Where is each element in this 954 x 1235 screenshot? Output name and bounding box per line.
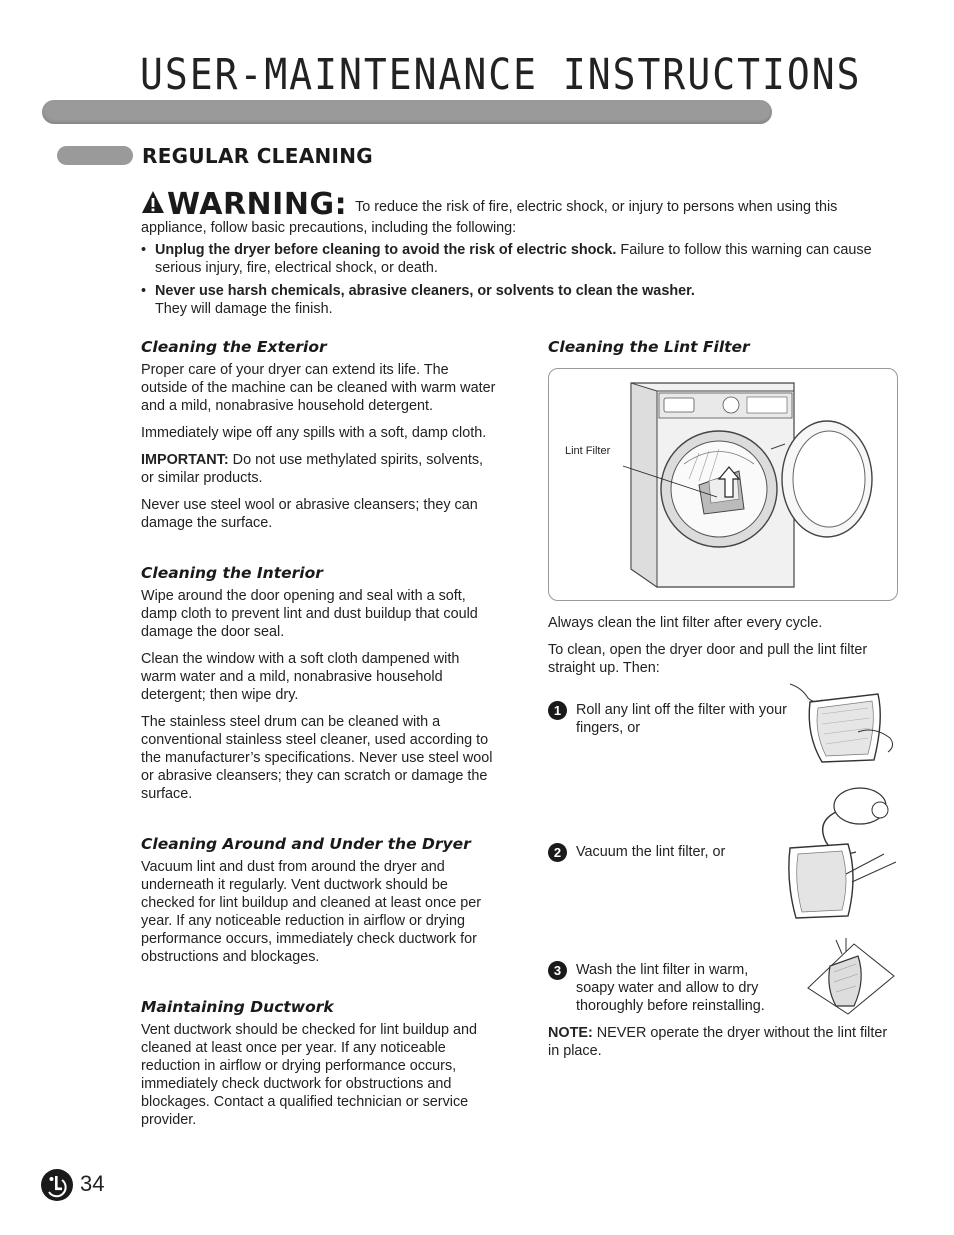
lint-heading: Cleaning the Lint Filter — [548, 338, 750, 356]
exterior-heading: Cleaning the Exterior — [141, 338, 327, 356]
interior-paragraph: The stainless steel drum can be cleaned with a conventional stainless steel cleaner, used according to the manufacturer’s specifications. Never use steel wool or abrasive cleansers; they can scratch or damage the surface. — [141, 714, 493, 802]
ductwork-heading: Maintaining Ductwork — [141, 998, 334, 1016]
page-title: USER-MAINTENANCE INSTRUCTIONS — [140, 50, 862, 100]
interior-paragraph: Clean the window with a soft cloth dampened with warm water and a mild, nonabrasive household detergent; then wipe dry. — [141, 651, 460, 703]
note-text: NEVER operate the dryer without the lint filter in place. — [548, 1025, 888, 1059]
warning-intro-line — [141, 187, 893, 237]
warning-bullet-bold: Unplug the dryer before cleaning to avoid the risk of electric shock. — [155, 242, 617, 258]
exterior-paragraph: Proper care of your dryer can extend its life. The outside of the machine can be cleaned with warm water and a mild, nonabrasive household detergent. — [141, 362, 496, 414]
lint-filter-label: Lint Filter — [565, 445, 611, 457]
important-text: Do not use methylated spirits, solvents, or similar products. — [141, 452, 484, 486]
step-number-badge: 3 — [548, 961, 567, 980]
exterior-paragraph: Immediately wipe off any spills with a soft, damp cloth. — [141, 425, 487, 441]
warning-bullet — [141, 282, 893, 318]
ductwork-paragraph: Vent ductwork should be checked for lint buildup and cleaned at least once per year. If any noticeable reduction in airflow or drying performance occurs, immediately check ductwork for obstructions and blockages. Contact a qualified technician or service provider. — [141, 1022, 478, 1128]
lint-step-2 — [548, 843, 788, 861]
warning-bullet-text: They will damage the finish. — [155, 301, 333, 317]
interior-heading: Cleaning the Interior — [141, 564, 323, 582]
warning-label: WARNING: — [167, 187, 348, 222]
title-bar-divider — [42, 100, 772, 124]
lint-step-3 — [548, 961, 788, 1015]
warning-block — [141, 187, 893, 323]
roll-lint-illustration — [788, 680, 898, 768]
dryer-figure — [548, 368, 898, 601]
warning-bullet-bold: Never use harsh chemicals, abrasive cleaners, or solvents to clean the washer. — [155, 283, 695, 299]
around-heading: Cleaning Around and Under the Dryer — [141, 835, 471, 853]
warning-bullet-text: Failure to follow this warning can cause serious injury, fire, electrical shock, or death. — [155, 242, 872, 276]
lint-paragraph: To clean, open the dryer door and pull the lint filter straight up. Then: — [548, 642, 868, 676]
lint-intro — [548, 614, 898, 686]
warning-intro: To reduce the risk of fire, electric shock, or injury to persons when using this appliance, follow basic precautions, including the following: — [141, 199, 838, 236]
vacuum-illustration — [786, 782, 900, 922]
warning-triangle-icon — [141, 190, 165, 219]
page-number: 34 — [80, 1171, 105, 1196]
section-pill-decoration — [57, 146, 133, 165]
step-number-badge: 2 — [548, 843, 567, 862]
warning-bullet — [141, 241, 893, 277]
lint-note — [548, 1024, 893, 1060]
warning-bullets — [141, 241, 893, 318]
around-paragraph: Vacuum lint and dust from around the dryer and underneath it regularly. Vent ductwork should be checked for lint buildup and cleaned at least once per year. If any noticeable reduction in airflow or drying performance occurs, immediately check ductwork for obstructions and blockages. — [141, 859, 482, 965]
dryer-illustration — [549, 369, 896, 599]
lint-paragraph: Always clean the lint filter after every cycle. — [548, 615, 823, 631]
right-column-heading-wrap — [548, 337, 898, 367]
exterior-paragraph: Never use steel wool or abrasive cleansers; they can damage the surface. — [141, 497, 478, 531]
lg-logo-icon — [40, 1168, 74, 1207]
exterior-important — [141, 451, 496, 487]
step-text: Wash the lint filter in warm, soapy water and allow to dry thoroughly before reinstalling. — [576, 962, 765, 1014]
lint-step-1 — [548, 701, 788, 737]
wash-filter-illustration — [806, 936, 896, 1016]
section-title: REGULAR CLEANING — [142, 144, 374, 168]
note-label: NOTE: — [548, 1025, 593, 1041]
important-label: IMPORTANT: — [141, 452, 229, 468]
left-column — [141, 337, 496, 1138]
step-number-badge: 1 — [548, 701, 567, 720]
interior-paragraph: Wipe around the door opening and seal with a soft, damp cloth to prevent lint and dust buildup that could damage the door seal. — [141, 588, 478, 640]
step-text: Roll any lint off the filter with your fingers, or — [576, 702, 787, 736]
step-text: Vacuum the lint filter, or — [576, 844, 726, 860]
